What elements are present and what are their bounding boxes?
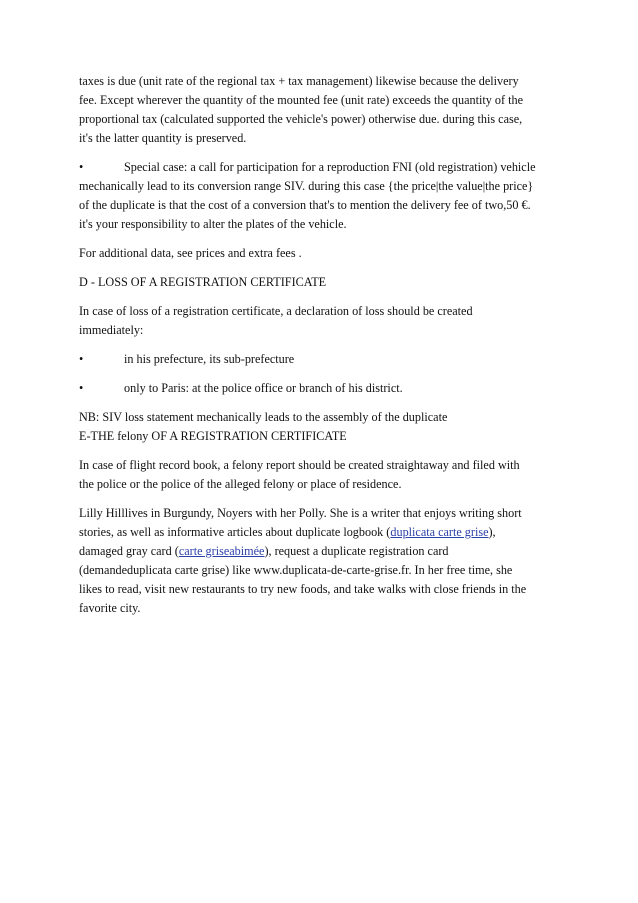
special-case-paragraph (79, 158, 559, 234)
text-line: In case of loss of a registration certificate, a declaration of loss should be created (79, 304, 473, 318)
author-bio (79, 504, 559, 618)
bullet-marker: • (79, 381, 84, 395)
bullet-line (79, 158, 559, 177)
loss-paragraph (79, 302, 559, 340)
text-line: of the duplicate is that the cost of a conversion that's to mention the delivery fee of two,50 €. (79, 198, 531, 212)
paris-bullet (79, 379, 559, 398)
bullet-marker: • (79, 160, 84, 174)
nb-paragraph (79, 408, 559, 446)
text-line: proportional tax (calculated supported the vehicle's power) otherwise due. during this case, (79, 112, 523, 126)
carte-grise-abimee-link[interactable]: carte griseabimée (178, 544, 265, 558)
nb-line: NB: SIV loss statement mechanically leads to the assembly of the duplicate (79, 410, 448, 424)
prefecture-bullet (79, 350, 559, 369)
bullet-text: in his prefecture, its sub-prefecture (124, 352, 295, 366)
text-line (79, 523, 559, 542)
fee-paragraph (79, 72, 559, 148)
text-line (79, 542, 559, 561)
additional-data-line: For additional data, see prices and extra fees . (79, 246, 302, 260)
text-line: it's the latter quantity is preserved. (79, 131, 247, 145)
text-line: In case of flight record book, a felony report should be created straightaway and filed with (79, 458, 520, 472)
text-line: taxes is due (unit rate of the regional tax + tax management) likewise because the delivery (79, 74, 519, 88)
section-heading-d: D - LOSS OF A REGISTRATION CERTIFICATE (79, 275, 327, 289)
text-line: Lilly Hilllives in Burgundy, Noyers with her Polly. She is a writer that enjoys writing short (79, 506, 522, 520)
text-fragment: damaged gray card ( (79, 544, 179, 558)
bullet-marker: • (79, 352, 84, 366)
document-body (79, 72, 559, 628)
bullet-line (79, 379, 559, 398)
text-line: it's your responsibility to alter the plates of the vehicle. (79, 217, 347, 231)
text-line: the police or the police of the alleged felony or place of residence. (79, 477, 402, 491)
bullet-text: only to Paris: at the police office or branch of his district. (124, 381, 403, 395)
bullet-line (79, 350, 559, 369)
text-fragment: ), (488, 525, 496, 539)
section-heading-e: E-THE felony OF A REGISTRATION CERTIFICATE (79, 429, 347, 443)
text-line: likes to read, visit new restaurants to try new foods, and take walks with close friends in the (79, 582, 527, 596)
text-line: immediately: (79, 323, 144, 337)
special-case-first-line: Special case: a call for participation for a reproduction FNI (old registration) vehicle (124, 160, 536, 174)
duplicata-carte-grise-link[interactable]: duplicata carte grise (390, 525, 489, 539)
text-fragment: ), request a duplicate registration card (264, 544, 449, 558)
text-line: fee. Except wherever the quantity of the mounted fee (unit rate) exceeds the quantity of the (79, 93, 523, 107)
flight-paragraph (79, 456, 559, 494)
text-line: (demandeduplicata carte grise) like www.duplicata-de-carte-grise.fr. In her free time, she (79, 563, 513, 577)
text-line: favorite city. (79, 601, 141, 615)
text-fragment: stories, as well as informative articles about duplicate logbook ( (79, 525, 391, 539)
text-line: mechanically lead to its conversion range SIV. during this case {the price|the value|the price} (79, 179, 534, 193)
